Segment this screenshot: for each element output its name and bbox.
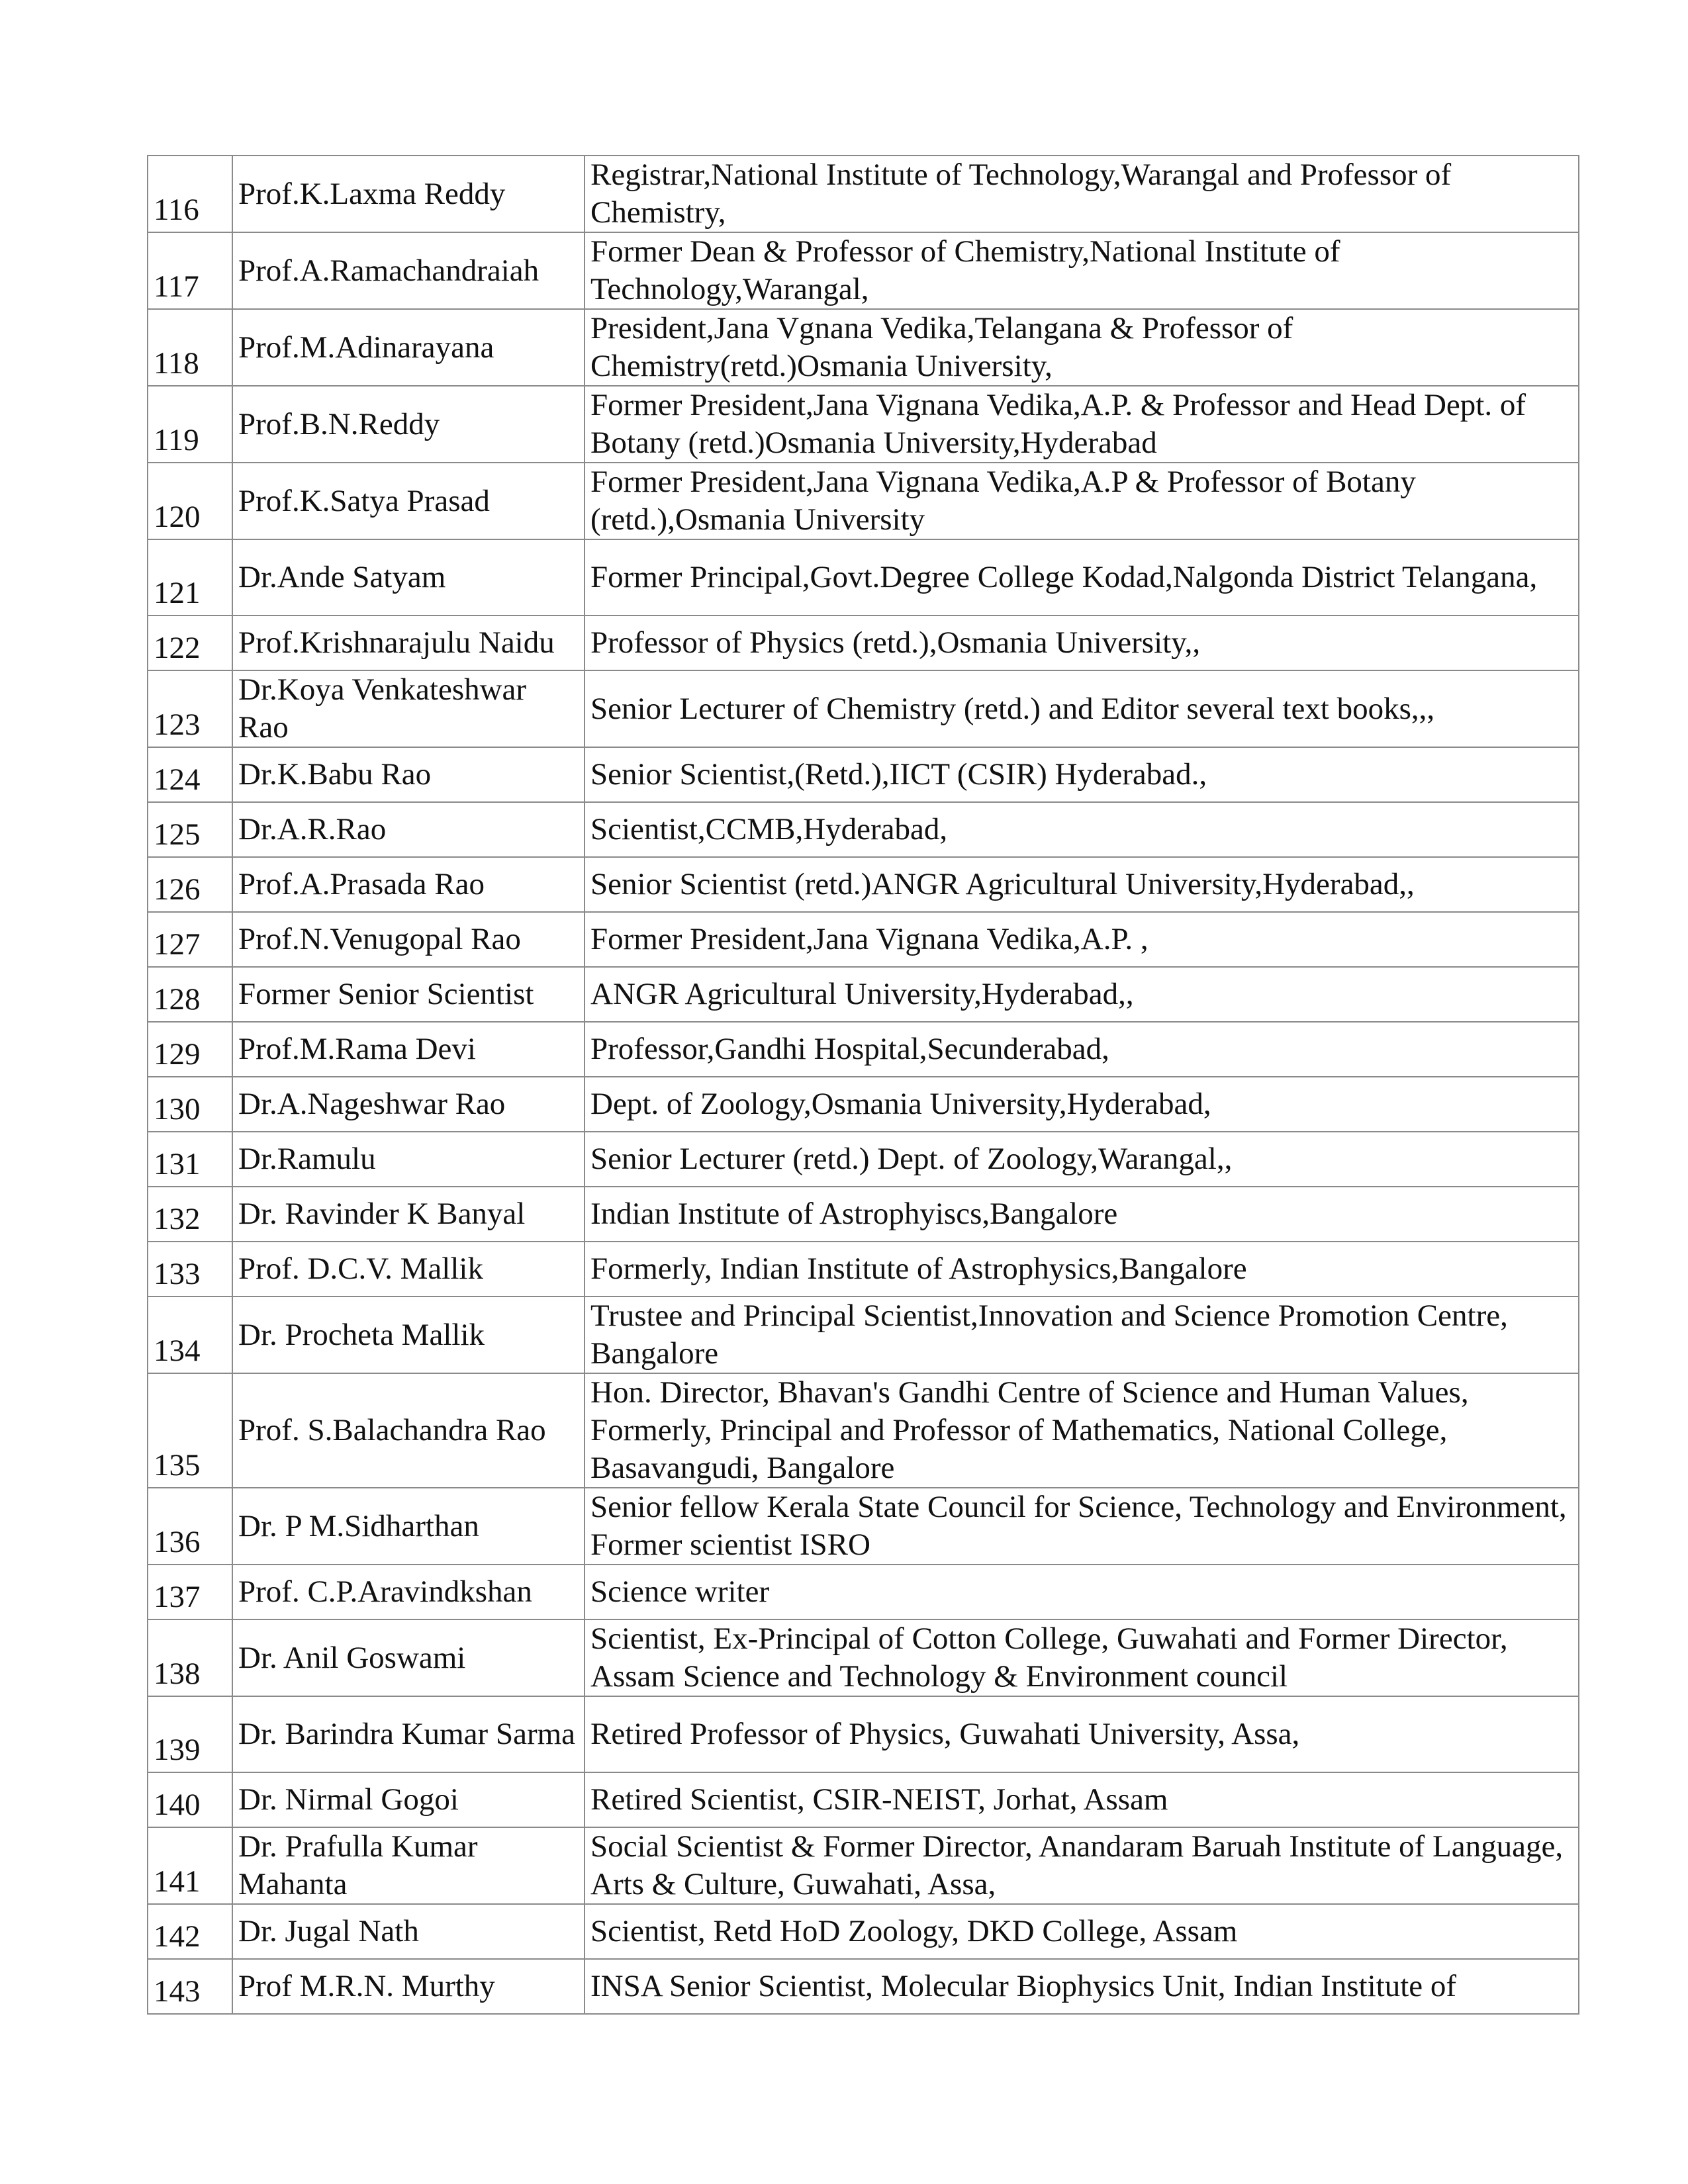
- row-number: 138: [148, 1619, 232, 1696]
- row-number: 128: [148, 967, 232, 1022]
- row-number: 141: [148, 1827, 232, 1904]
- table-row: [148, 1187, 1579, 1242]
- table-row: [148, 912, 1579, 967]
- signatory-name: Prof.K.Satya Prasad: [232, 463, 585, 539]
- signatory-affiliation: Former Dean & Professor of Chemistry,National Institute of Technology,Warangal,: [585, 232, 1579, 309]
- table-row: [148, 857, 1579, 912]
- table-row: [148, 1297, 1579, 1373]
- row-number: 120: [148, 463, 232, 539]
- row-number: 143: [148, 1959, 232, 2014]
- signatory-name: Dr. Barindra Kumar Sarma: [232, 1696, 585, 1772]
- signatory-affiliation: Retired Scientist, CSIR-NEIST, Jorhat, Assam: [585, 1772, 1579, 1827]
- table-row: [148, 802, 1579, 857]
- signatory-name: Dr.A.Nageshwar Rao: [232, 1077, 585, 1132]
- table-row: [148, 232, 1579, 309]
- signatory-name: Prof.Krishnarajulu Naidu: [232, 615, 585, 670]
- signatory-name: Prof.N.Venugopal Rao: [232, 912, 585, 967]
- signatory-affiliation: Scientist, Ex-Principal of Cotton College, Guwahati and Former Director, Assam Science and Technology & Environment council: [585, 1619, 1579, 1696]
- signatory-affiliation: Former President,Jana Vignana Vedika,A.P. & Professor and Head Dept. of Botany (retd.)Osmania University,Hyderabad: [585, 386, 1579, 463]
- signatory-affiliation: Senior Scientist (retd.)ANGR Agricultural University,Hyderabad,,: [585, 857, 1579, 912]
- signatory-affiliation: Indian Institute of Astrophyiscs,Bangalore: [585, 1187, 1579, 1242]
- signatory-affiliation: ANGR Agricultural University,Hyderabad,,: [585, 967, 1579, 1022]
- signatory-name: Dr. Anil Goswami: [232, 1619, 585, 1696]
- signatory-name: Dr.A.R.Rao: [232, 802, 585, 857]
- table-row: [148, 1488, 1579, 1565]
- signatory-affiliation: Registrar,National Institute of Technology,Warangal and Professor of Chemistry,: [585, 156, 1579, 232]
- table-row: [148, 1696, 1579, 1772]
- signatory-affiliation: Former Principal,Govt.Degree College Kodad,Nalgonda District Telangana,: [585, 539, 1579, 615]
- row-number: 132: [148, 1187, 232, 1242]
- signatory-name: Former Senior Scientist: [232, 967, 585, 1022]
- signatory-affiliation: Senior Lecturer (retd.) Dept. of Zoology,Warangal,,: [585, 1132, 1579, 1187]
- signatory-affiliation: Scientist,CCMB,Hyderabad,: [585, 802, 1579, 857]
- table-row: [148, 1827, 1579, 1904]
- table-row: [148, 1132, 1579, 1187]
- table-row: [148, 1242, 1579, 1297]
- signatory-name: Prof. D.C.V. Mallik: [232, 1242, 585, 1297]
- row-number: 142: [148, 1904, 232, 1959]
- table-row: [148, 1619, 1579, 1696]
- row-number: 116: [148, 156, 232, 232]
- table-row: [148, 1022, 1579, 1077]
- signatory-name: Prof.K.Laxma Reddy: [232, 156, 585, 232]
- table-row: [148, 539, 1579, 615]
- table-row: [148, 1772, 1579, 1827]
- table-row: [148, 463, 1579, 539]
- table-row: [148, 747, 1579, 802]
- signatory-name: Dr. Nirmal Gogoi: [232, 1772, 585, 1827]
- signatory-name: Dr.Ramulu: [232, 1132, 585, 1187]
- signatory-name: Prof.B.N.Reddy: [232, 386, 585, 463]
- signatory-affiliation: Science writer: [585, 1565, 1579, 1619]
- table-row: [148, 1373, 1579, 1488]
- row-number: 134: [148, 1297, 232, 1373]
- signatory-affiliation: INSA Senior Scientist, Molecular Biophysics Unit, Indian Institute of: [585, 1959, 1579, 2014]
- signatory-affiliation: Scientist, Retd HoD Zoology, DKD College, Assam: [585, 1904, 1579, 1959]
- table-row: [148, 1077, 1579, 1132]
- row-number: 130: [148, 1077, 232, 1132]
- signatory-affiliation: Formerly, Indian Institute of Astrophysics,Bangalore: [585, 1242, 1579, 1297]
- table-row: [148, 615, 1579, 670]
- row-number: 136: [148, 1488, 232, 1565]
- signatory-affiliation: Senior Lecturer of Chemistry (retd.) and Editor several text books,,,: [585, 670, 1579, 747]
- row-number: 140: [148, 1772, 232, 1827]
- signatory-affiliation: Trustee and Principal Scientist,Innovation and Science Promotion Centre, Bangalore: [585, 1297, 1579, 1373]
- signatory-affiliation: Senior fellow Kerala State Council for Science, Technology and Environment, Former scientist ISRO: [585, 1488, 1579, 1565]
- signatories-table-body: [148, 156, 1579, 2014]
- signatory-affiliation: Senior Scientist,(Retd.),IICT (CSIR) Hyderabad.,: [585, 747, 1579, 802]
- signatory-affiliation: Retired Professor of Physics, Guwahati University, Assa,: [585, 1696, 1579, 1772]
- signatory-name: Dr. Prafulla Kumar Mahanta: [232, 1827, 585, 1904]
- table-row: [148, 156, 1579, 232]
- row-number: 137: [148, 1565, 232, 1619]
- table-row: [148, 309, 1579, 386]
- row-number: 117: [148, 232, 232, 309]
- signatory-name: Prof.M.Adinarayana: [232, 309, 585, 386]
- row-number: 139: [148, 1696, 232, 1772]
- table-row: [148, 386, 1579, 463]
- table-row: [148, 670, 1579, 747]
- signatory-name: Prof M.R.N. Murthy: [232, 1959, 585, 2014]
- signatory-name: Dr. Ravinder K Banyal: [232, 1187, 585, 1242]
- signatory-affiliation: President,Jana Vgnana Vedika,Telangana & Professor of Chemistry(retd.)Osmania University,: [585, 309, 1579, 386]
- table-row: [148, 967, 1579, 1022]
- row-number: 129: [148, 1022, 232, 1077]
- row-number: 131: [148, 1132, 232, 1187]
- row-number: 123: [148, 670, 232, 747]
- signatory-name: Dr.Ande Satyam: [232, 539, 585, 615]
- signatory-name: Dr.K.Babu Rao: [232, 747, 585, 802]
- signatory-affiliation: Dept. of Zoology,Osmania University,Hyderabad,: [585, 1077, 1579, 1132]
- row-number: 124: [148, 747, 232, 802]
- signatory-name: Prof. C.P.Aravindkshan: [232, 1565, 585, 1619]
- signatory-affiliation: Hon. Director, Bhavan's Gandhi Centre of Science and Human Values, Formerly, Principal and Professor of Mathematics, National College, Basavangudi, Bangalore: [585, 1373, 1579, 1488]
- row-number: 135: [148, 1373, 232, 1488]
- signatory-name: Prof.A.Ramachandraiah: [232, 232, 585, 309]
- signatory-name: Dr. P M.Sidharthan: [232, 1488, 585, 1565]
- row-number: 121: [148, 539, 232, 615]
- signatory-name: Prof.A.Prasada Rao: [232, 857, 585, 912]
- signatory-name: Dr.Koya Venkateshwar Rao: [232, 670, 585, 747]
- row-number: 118: [148, 309, 232, 386]
- row-number: 119: [148, 386, 232, 463]
- row-number: 126: [148, 857, 232, 912]
- row-number: 125: [148, 802, 232, 857]
- signatory-name: Prof.M.Rama Devi: [232, 1022, 585, 1077]
- table-row: [148, 1904, 1579, 1959]
- table-row: [148, 1565, 1579, 1619]
- row-number: 127: [148, 912, 232, 967]
- signatory-affiliation: Professor,Gandhi Hospital,Secunderabad,: [585, 1022, 1579, 1077]
- row-number: 133: [148, 1242, 232, 1297]
- signatory-affiliation: Professor of Physics (retd.),Osmania University,,: [585, 615, 1579, 670]
- signatory-name: Dr. Procheta Mallik: [232, 1297, 585, 1373]
- signatory-affiliation: Former President,Jana Vignana Vedika,A.P. ,: [585, 912, 1579, 967]
- signatory-name: Prof. S.Balachandra Rao: [232, 1373, 585, 1488]
- signatory-affiliation: Former President,Jana Vignana Vedika,A.P & Professor of Botany (retd.),Osmania University: [585, 463, 1579, 539]
- signatory-affiliation: Social Scientist & Former Director, Anandaram Baruah Institute of Language, Arts & Culture, Guwahati, Assa,: [585, 1827, 1579, 1904]
- signatory-name: Dr. Jugal Nath: [232, 1904, 585, 1959]
- row-number: 122: [148, 615, 232, 670]
- table-row: [148, 1959, 1579, 2014]
- signatories-table: [147, 155, 1579, 2015]
